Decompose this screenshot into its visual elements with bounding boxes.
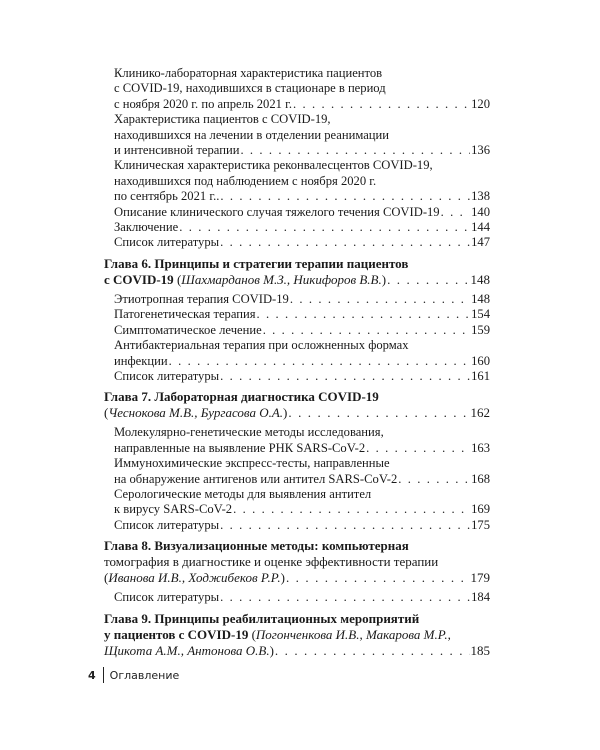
toc-entry-line: находившихся под наблюдением с ноября 2020 г. bbox=[114, 173, 377, 188]
toc-authors: Щикота А.М., Антонова О.В. bbox=[104, 642, 270, 658]
toc-entry-line: томография в диагностике и оценке эффективности терапии bbox=[104, 554, 439, 570]
toc-entry-leader-line bbox=[114, 235, 490, 250]
dot-leader bbox=[220, 518, 470, 533]
toc-entry-leader-line bbox=[114, 97, 490, 112]
toc-entry[interactable] bbox=[104, 307, 490, 322]
dot-leader bbox=[220, 369, 470, 384]
toc-entry-title: Заключение bbox=[114, 220, 179, 235]
page-number: 4 bbox=[88, 668, 96, 682]
paren: ( bbox=[104, 570, 109, 586]
dot-leader bbox=[220, 189, 470, 204]
footer-section-title: Оглавление bbox=[109, 668, 180, 682]
paren: ) bbox=[269, 642, 274, 658]
toc-page-number: 144 bbox=[471, 220, 490, 235]
toc-entry[interactable] bbox=[104, 590, 490, 605]
toc-entry-title: и интенсивной терапии bbox=[114, 143, 240, 158]
toc-entry-leader-line bbox=[114, 189, 490, 204]
toc-page-number: 169 bbox=[471, 502, 490, 517]
toc-entry-line: Глава 7. Лабораторная диагностика COVID-19 bbox=[104, 389, 379, 405]
toc-entry-line: Характеристика пациентов с COVID-19, bbox=[114, 112, 331, 127]
toc-authors: Иванова И.В., Ходжибеков Р.Р. bbox=[108, 570, 281, 586]
toc-entry-title: Список литературы bbox=[114, 368, 220, 383]
toc-entry-leader-line bbox=[114, 307, 490, 322]
toc-entry-title bbox=[104, 570, 285, 586]
toc-entry-title bbox=[104, 272, 386, 288]
toc-page-number: 163 bbox=[471, 440, 490, 455]
toc-chapter[interactable] bbox=[104, 256, 490, 288]
toc-entry-leader-line bbox=[114, 205, 490, 220]
toc-entry-title: к вирусу SARS-CoV-2 bbox=[114, 502, 233, 517]
toc-page-number: 138 bbox=[471, 189, 490, 204]
toc-entry-leader-line bbox=[114, 369, 490, 384]
toc-entry-line: Антибактериальная терапия при осложненных формах bbox=[114, 338, 409, 353]
dot-leader bbox=[233, 502, 470, 517]
toc-page-number: 154 bbox=[471, 307, 490, 322]
toc-entry[interactable] bbox=[104, 425, 490, 456]
toc-entry-title bbox=[104, 405, 287, 421]
toc-entry[interactable] bbox=[104, 220, 490, 235]
toc-entry-line bbox=[104, 627, 490, 643]
toc-entry-line: Молекулярно-генетические методы исследования, bbox=[114, 425, 384, 440]
toc-entry[interactable] bbox=[104, 235, 490, 250]
toc-entry-line: Клинико-лабораторная характеристика пациентов bbox=[114, 66, 383, 80]
toc-entry-title bbox=[104, 643, 274, 659]
toc-chapter[interactable] bbox=[104, 611, 490, 659]
dot-leader bbox=[366, 441, 470, 456]
toc-page-number: 185 bbox=[470, 642, 490, 658]
toc-entry-title: на обнаружение антигенов или антител SARS-CoV-2 bbox=[114, 471, 398, 486]
toc-page-number: 168 bbox=[471, 471, 490, 486]
toc-entry-title: по сентябрь 2021 г.. bbox=[114, 189, 220, 204]
toc-entry[interactable] bbox=[104, 456, 490, 487]
toc-entry-line: Глава 8. Визуализационные методы: компьютерная bbox=[104, 538, 409, 554]
dot-leader bbox=[275, 643, 470, 659]
toc-entry-leader-line bbox=[114, 472, 490, 487]
paren: ) bbox=[283, 405, 288, 421]
toc-entry-title: Этиотропная терапия COVID-19 bbox=[114, 291, 289, 306]
dot-leader bbox=[441, 205, 471, 220]
toc-entry[interactable] bbox=[104, 158, 490, 204]
toc-entry-leader-line bbox=[114, 143, 490, 158]
dot-leader bbox=[179, 220, 470, 235]
toc-entry-leader-line bbox=[114, 354, 490, 369]
toc-entry-line: Клиническая характеристика реконвалесцентов COVID-19, bbox=[114, 158, 433, 173]
toc-page-number: 184 bbox=[471, 590, 490, 605]
toc-page-number: 179 bbox=[470, 570, 490, 586]
dot-leader bbox=[257, 307, 471, 322]
toc-page-number: 136 bbox=[471, 143, 490, 158]
toc-page-number: 140 bbox=[471, 204, 490, 219]
toc-entry-title: инфекции bbox=[114, 353, 168, 368]
dot-leader bbox=[220, 235, 470, 250]
dot-leader bbox=[286, 570, 470, 586]
table-of-contents bbox=[104, 66, 490, 659]
paren: ( bbox=[248, 626, 256, 642]
page-footer bbox=[88, 667, 179, 683]
chapter-title-part: с COVID-19 bbox=[104, 271, 174, 287]
toc-entry-leader-line bbox=[114, 441, 490, 456]
toc-entry-leader-line bbox=[114, 518, 490, 533]
toc-page-number: 148 bbox=[470, 271, 490, 287]
dot-leader bbox=[290, 292, 470, 307]
toc-page-number: 160 bbox=[471, 353, 490, 368]
toc-page-number: 159 bbox=[471, 322, 490, 337]
paren: ) bbox=[381, 271, 387, 287]
dot-leader bbox=[288, 405, 469, 421]
toc-entry-leader-line bbox=[104, 570, 490, 586]
toc-authors: Погонченкова И.В., Макарова М.Р., bbox=[255, 626, 451, 642]
toc-entry[interactable] bbox=[104, 338, 490, 369]
toc-entry-leader-line bbox=[104, 643, 490, 659]
toc-entry[interactable] bbox=[104, 292, 490, 307]
toc-entry-title: Список литературы bbox=[114, 235, 220, 250]
toc-entry[interactable] bbox=[104, 323, 490, 338]
dot-leader bbox=[387, 272, 469, 288]
toc-entry[interactable] bbox=[104, 369, 490, 384]
dot-leader bbox=[293, 97, 470, 112]
toc-chapter[interactable] bbox=[104, 538, 490, 586]
toc-entry-leader-line bbox=[114, 323, 490, 338]
toc-page-number: 120 bbox=[471, 96, 490, 111]
paren: ( bbox=[104, 405, 109, 421]
dot-leader bbox=[263, 323, 470, 338]
toc-entry-leader-line bbox=[114, 502, 490, 517]
toc-entry[interactable] bbox=[104, 205, 490, 220]
chapter-title-part: у пациентов с COVID-19 bbox=[104, 626, 249, 642]
dot-leader bbox=[398, 472, 470, 487]
dot-leader bbox=[220, 590, 470, 605]
toc-entry-leader-line bbox=[104, 272, 490, 288]
toc-entry-title: Список литературы bbox=[114, 517, 220, 532]
toc-page-number: 162 bbox=[470, 405, 490, 421]
dot-leader bbox=[169, 354, 471, 369]
toc-entry[interactable] bbox=[104, 66, 490, 112]
toc-entry-leader-line bbox=[104, 405, 490, 421]
paren: ) bbox=[280, 570, 285, 586]
toc-entry-title: Патогенетическая терапия bbox=[114, 307, 256, 322]
toc-entry-line: Глава 9. Принципы реабилитационных мероприятий bbox=[104, 610, 420, 626]
toc-page-number: 147 bbox=[471, 235, 490, 250]
toc-entry-leader-line bbox=[114, 220, 490, 235]
paren: ( bbox=[173, 271, 182, 287]
toc-entry-title: с ноября 2020 г. по апрель 2021 г. bbox=[114, 96, 292, 111]
dot-leader bbox=[240, 143, 470, 158]
toc-page-number: 175 bbox=[471, 517, 490, 532]
toc-entry-line: с COVID-19, находившихся в стационаре в период bbox=[114, 81, 386, 96]
toc-entry-line: Глава 6. Принципы и стратегии терапии пациентов bbox=[104, 255, 409, 271]
toc-entry-leader-line bbox=[114, 292, 490, 307]
toc-entry-title: Описание клинического случая тяжелого течения COVID-19 bbox=[114, 204, 440, 219]
toc-entry-line: Иммунохимические экспресс-тесты, направленные bbox=[114, 456, 390, 471]
toc-entry-title: направленные на выявление РНК SARS-CoV-2 bbox=[114, 440, 366, 455]
toc-entry[interactable] bbox=[104, 487, 490, 518]
toc-entry-title: Симптоматическое лечение bbox=[114, 322, 262, 337]
toc-entry-line: Серологические методы для выявления антител bbox=[114, 486, 372, 501]
toc-page-number: 148 bbox=[471, 291, 490, 306]
toc-page-number: 161 bbox=[471, 368, 490, 383]
toc-entry[interactable] bbox=[104, 518, 490, 533]
toc-entry-leader-line bbox=[114, 590, 490, 605]
toc-chapter[interactable] bbox=[104, 389, 490, 421]
toc-entry[interactable] bbox=[104, 112, 490, 158]
toc-authors: Чеснокова М.В., Бургасова О.А. bbox=[108, 405, 284, 421]
footer-divider bbox=[103, 667, 104, 683]
toc-authors: Шахмарданов М.З., Никифоров В.В. bbox=[181, 271, 382, 287]
toc-entry-title: Список литературы bbox=[114, 590, 220, 605]
toc-entry-line: находившихся на лечении в отделении реанимации bbox=[114, 127, 390, 142]
